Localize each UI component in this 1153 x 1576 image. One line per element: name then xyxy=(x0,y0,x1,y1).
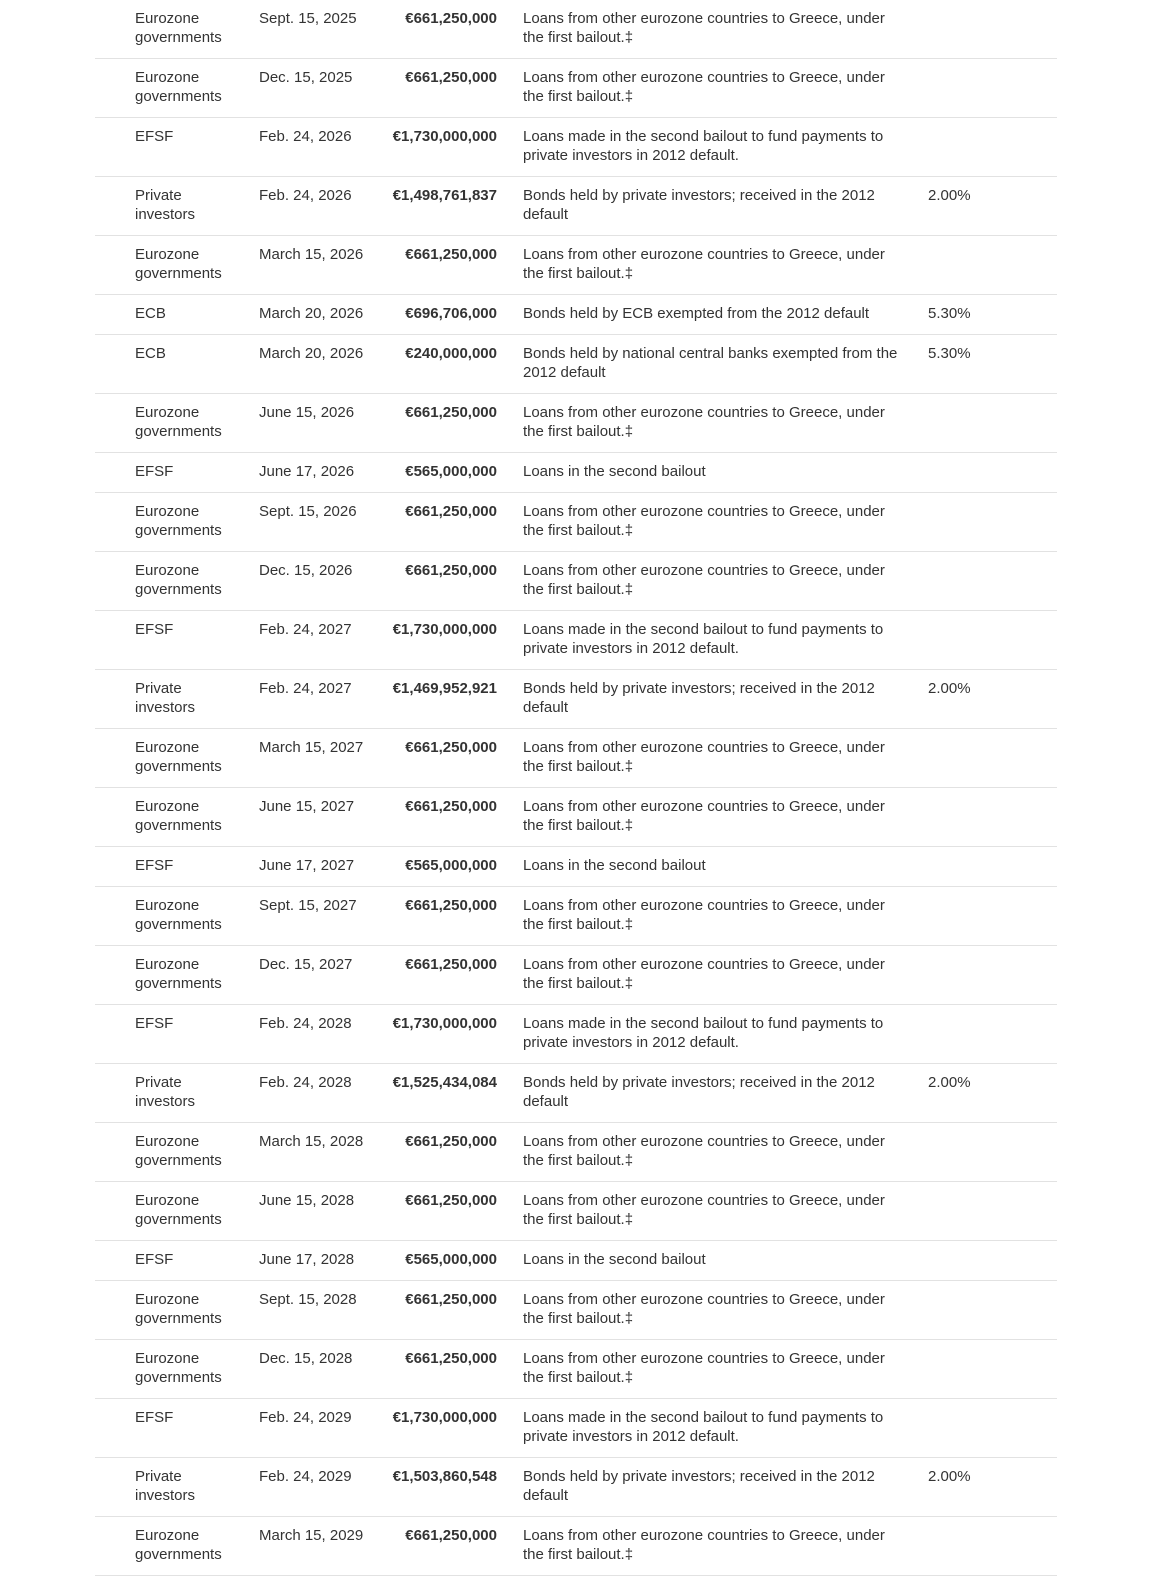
amount-cell: €696,706,000 xyxy=(405,305,497,322)
date-cell: Sept. 15, 2026 xyxy=(259,503,357,520)
creditor-cell: EFSF xyxy=(135,1409,174,1426)
description-cell: Bonds held by national central banks exempted from the 2012 default xyxy=(523,345,898,381)
amount-cell: €661,250,000 xyxy=(405,1527,497,1544)
amount-cell: €240,000,000 xyxy=(405,345,497,362)
description-cell: Loans from other eurozone countries to Greece, under the first bailout.‡ xyxy=(523,503,885,539)
rate-cell xyxy=(918,1182,1017,1240)
amount-cell: €565,000,000 xyxy=(405,857,497,874)
description-cell: Loans from other eurozone countries to Greece, under the first bailout.‡ xyxy=(523,1527,885,1563)
rate-cell: 2.00% xyxy=(928,1468,971,1485)
date-cell: Dec. 15, 2028 xyxy=(259,1350,353,1367)
rate-cell xyxy=(918,552,1017,610)
date-cell: March 15, 2026 xyxy=(259,246,364,263)
date-cell: June 15, 2028 xyxy=(259,1192,355,1209)
date-cell: March 20, 2026 xyxy=(259,345,364,362)
debt-payments-table xyxy=(95,0,1057,1576)
date-cell: June 17, 2026 xyxy=(259,463,355,480)
table-row xyxy=(95,1064,1057,1123)
creditor-cell: Eurozone governments xyxy=(135,562,222,598)
amount-cell: €1,503,860,548 xyxy=(392,1468,497,1485)
creditor-cell: Eurozone governments xyxy=(135,739,222,775)
amount-cell: €661,250,000 xyxy=(405,897,497,914)
table-row xyxy=(95,670,1057,729)
date-cell: March 15, 2029 xyxy=(259,1527,364,1544)
description-cell: Loans in the second bailout xyxy=(523,1251,706,1268)
date-cell: Dec. 15, 2027 xyxy=(259,956,353,973)
rate-cell: 5.30% xyxy=(928,345,971,362)
table-row xyxy=(95,236,1057,295)
description-cell: Loans from other eurozone countries to Greece, under the first bailout.‡ xyxy=(523,1291,885,1327)
rate-cell xyxy=(918,729,1017,787)
amount-cell: €1,525,434,084 xyxy=(392,1074,497,1091)
rate-cell xyxy=(918,946,1017,1004)
date-cell: Feb. 24, 2026 xyxy=(259,128,352,145)
description-cell: Bonds held by private investors; received in the 2012 default xyxy=(523,680,875,716)
table-row xyxy=(95,0,1057,59)
creditor-cell: Eurozone governments xyxy=(135,798,222,834)
table-row xyxy=(95,1340,1057,1399)
date-cell: Feb. 24, 2029 xyxy=(259,1409,352,1426)
rate-cell xyxy=(918,1241,1017,1280)
date-cell: March 20, 2026 xyxy=(259,305,364,322)
rate-cell xyxy=(918,1281,1017,1339)
description-cell: Loans in the second bailout xyxy=(523,857,706,874)
amount-cell: €661,250,000 xyxy=(405,503,497,520)
creditor-cell: Eurozone governments xyxy=(135,1350,222,1386)
date-cell: June 15, 2026 xyxy=(259,404,355,421)
date-cell: June 17, 2027 xyxy=(259,857,355,874)
table-row xyxy=(95,335,1057,394)
creditor-cell: Eurozone governments xyxy=(135,69,222,105)
description-cell: Loans made in the second bailout to fund payments to private investors in 2012 default. xyxy=(523,128,884,164)
rate-cell xyxy=(918,611,1017,669)
amount-cell: €565,000,000 xyxy=(405,463,497,480)
date-cell: Dec. 15, 2025 xyxy=(259,69,353,86)
rate-cell xyxy=(918,118,1017,176)
date-cell: Feb. 24, 2027 xyxy=(259,680,352,697)
rate-cell xyxy=(918,453,1017,492)
description-cell: Loans made in the second bailout to fund payments to private investors in 2012 default. xyxy=(523,1015,884,1051)
creditor-cell: Eurozone governments xyxy=(135,404,222,440)
date-cell: Dec. 15, 2026 xyxy=(259,562,353,579)
date-cell: Sept. 15, 2025 xyxy=(259,10,357,27)
description-cell: Loans from other eurozone countries to Greece, under the first bailout.‡ xyxy=(523,10,885,46)
table-row xyxy=(95,611,1057,670)
rate-cell xyxy=(918,0,1017,58)
date-cell: June 17, 2028 xyxy=(259,1251,355,1268)
date-cell: Feb. 24, 2027 xyxy=(259,621,352,638)
description-cell: Bonds held by private investors; received in the 2012 default xyxy=(523,187,875,223)
creditor-cell: Eurozone governments xyxy=(135,503,222,539)
amount-cell: €661,250,000 xyxy=(405,404,497,421)
amount-cell: €1,469,952,921 xyxy=(392,680,497,697)
creditor-cell: Private investors xyxy=(135,1468,196,1504)
amount-cell: €661,250,000 xyxy=(405,562,497,579)
date-cell: Feb. 24, 2028 xyxy=(259,1074,352,1091)
creditor-cell: EFSF xyxy=(135,621,174,638)
creditor-cell: EFSF xyxy=(135,463,174,480)
amount-cell: €565,000,000 xyxy=(405,1251,497,1268)
description-cell: Bonds held by ECB exempted from the 2012 default xyxy=(523,305,870,322)
amount-cell: €661,250,000 xyxy=(405,246,497,263)
rate-cell: 2.00% xyxy=(928,187,971,204)
table-row xyxy=(95,118,1057,177)
description-cell: Loans from other eurozone countries to Greece, under the first bailout.‡ xyxy=(523,246,885,282)
table-row xyxy=(95,1458,1057,1517)
rate-cell xyxy=(918,1340,1017,1398)
amount-cell: €661,250,000 xyxy=(405,69,497,86)
table-row xyxy=(95,59,1057,118)
description-cell: Loans from other eurozone countries to Greece, under the first bailout.‡ xyxy=(523,739,885,775)
table-row xyxy=(95,1281,1057,1340)
creditor-cell: Private investors xyxy=(135,187,196,223)
rate-cell: 5.30% xyxy=(928,305,971,322)
date-cell: March 15, 2027 xyxy=(259,739,364,756)
rate-cell xyxy=(918,1005,1017,1063)
amount-cell: €1,730,000,000 xyxy=(392,128,497,145)
table-row xyxy=(95,1399,1057,1458)
creditor-cell: Eurozone governments xyxy=(135,1291,222,1327)
date-cell: March 15, 2028 xyxy=(259,1133,364,1150)
amount-cell: €661,250,000 xyxy=(405,956,497,973)
rate-cell: 2.00% xyxy=(928,680,971,697)
table-row xyxy=(95,1182,1057,1241)
table-row xyxy=(95,552,1057,611)
creditor-cell: ECB xyxy=(135,345,166,362)
table-row xyxy=(95,1241,1057,1281)
creditor-cell: Eurozone governments xyxy=(135,246,222,282)
creditor-cell: Private investors xyxy=(135,680,196,716)
creditor-cell: Eurozone governments xyxy=(135,10,222,46)
rate-cell xyxy=(918,236,1017,294)
amount-cell: €661,250,000 xyxy=(405,1350,497,1367)
rate-cell xyxy=(918,493,1017,551)
description-cell: Loans from other eurozone countries to Greece, under the first bailout.‡ xyxy=(523,897,885,933)
description-cell: Loans from other eurozone countries to Greece, under the first bailout.‡ xyxy=(523,1350,885,1386)
creditor-cell: Eurozone governments xyxy=(135,1192,222,1228)
description-cell: Loans from other eurozone countries to Greece, under the first bailout.‡ xyxy=(523,1133,885,1169)
creditor-cell: EFSF xyxy=(135,1251,174,1268)
table-row xyxy=(95,788,1057,847)
table-row xyxy=(95,295,1057,335)
rate-cell xyxy=(918,788,1017,846)
table-row xyxy=(95,847,1057,887)
description-cell: Loans from other eurozone countries to Greece, under the first bailout.‡ xyxy=(523,798,885,834)
date-cell: Feb. 24, 2029 xyxy=(259,1468,352,1485)
table-row xyxy=(95,453,1057,493)
description-cell: Loans from other eurozone countries to Greece, under the first bailout.‡ xyxy=(523,404,885,440)
amount-cell: €661,250,000 xyxy=(405,1291,497,1308)
creditor-cell: EFSF xyxy=(135,1015,174,1032)
description-cell: Loans from other eurozone countries to Greece, under the first bailout.‡ xyxy=(523,69,885,105)
amount-cell: €661,250,000 xyxy=(405,739,497,756)
date-cell: Sept. 15, 2027 xyxy=(259,897,357,914)
amount-cell: €661,250,000 xyxy=(405,10,497,27)
table-row xyxy=(95,887,1057,946)
description-cell: Loans made in the second bailout to fund payments to private investors in 2012 default. xyxy=(523,1409,884,1445)
description-cell: Loans from other eurozone countries to Greece, under the first bailout.‡ xyxy=(523,956,885,992)
table-row xyxy=(95,1123,1057,1182)
rate-cell xyxy=(918,394,1017,452)
date-cell: Sept. 15, 2028 xyxy=(259,1291,357,1308)
date-cell: Feb. 24, 2028 xyxy=(259,1015,352,1032)
creditor-cell: ECB xyxy=(135,305,166,322)
table-row xyxy=(95,729,1057,788)
date-cell: Feb. 24, 2026 xyxy=(259,187,352,204)
amount-cell: €1,730,000,000 xyxy=(392,621,497,638)
table-row xyxy=(95,394,1057,453)
rate-cell xyxy=(918,59,1017,117)
description-cell: Loans from other eurozone countries to Greece, under the first bailout.‡ xyxy=(523,562,885,598)
table-row xyxy=(95,1517,1057,1576)
amount-cell: €661,250,000 xyxy=(405,1192,497,1209)
creditor-cell: EFSF xyxy=(135,128,174,145)
amount-cell: €661,250,000 xyxy=(405,798,497,815)
rate-cell xyxy=(918,1517,1017,1575)
rate-cell xyxy=(918,847,1017,886)
rate-cell xyxy=(918,1123,1017,1181)
creditor-cell: EFSF xyxy=(135,857,174,874)
table-row xyxy=(95,177,1057,236)
creditor-cell: Eurozone governments xyxy=(135,1133,222,1169)
creditor-cell: Private investors xyxy=(135,1074,196,1110)
table-row xyxy=(95,493,1057,552)
amount-cell: €1,730,000,000 xyxy=(392,1015,497,1032)
description-cell: Loans in the second bailout xyxy=(523,463,706,480)
creditor-cell: Eurozone governments xyxy=(135,1527,222,1563)
rate-cell: 2.00% xyxy=(928,1074,971,1091)
amount-cell: €1,730,000,000 xyxy=(392,1409,497,1426)
rate-cell xyxy=(918,1399,1017,1457)
description-cell: Bonds held by private investors; received in the 2012 default xyxy=(523,1074,875,1110)
table-row xyxy=(95,946,1057,1005)
creditor-cell: Eurozone governments xyxy=(135,897,222,933)
rate-cell xyxy=(918,887,1017,945)
table-row xyxy=(95,1005,1057,1064)
amount-cell: €1,498,761,837 xyxy=(392,187,497,204)
description-cell: Loans made in the second bailout to fund payments to private investors in 2012 default. xyxy=(523,621,884,657)
creditor-cell: Eurozone governments xyxy=(135,956,222,992)
description-cell: Loans from other eurozone countries to Greece, under the first bailout.‡ xyxy=(523,1192,885,1228)
description-cell: Bonds held by private investors; received in the 2012 default xyxy=(523,1468,875,1504)
date-cell: June 15, 2027 xyxy=(259,798,355,815)
amount-cell: €661,250,000 xyxy=(405,1133,497,1150)
